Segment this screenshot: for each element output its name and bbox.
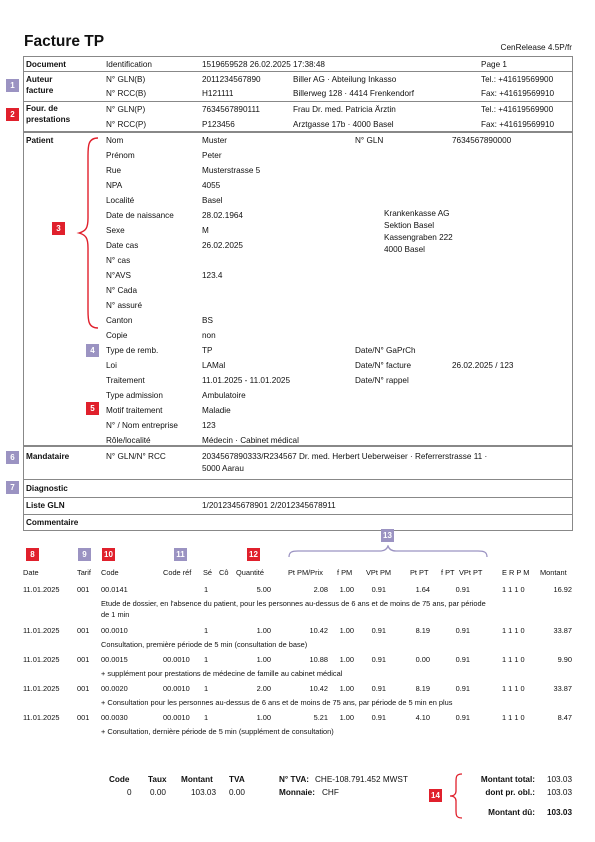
patient-field-label: N° Cada	[106, 286, 138, 295]
row-code: 00.0141	[101, 585, 128, 594]
row-f-pm: 1.00	[339, 684, 354, 693]
col-co: Cô	[219, 568, 229, 577]
patient-field-label: N°AVS	[106, 271, 131, 280]
row-date: 11.01.2025	[23, 655, 60, 664]
col-montant: Montant	[540, 568, 567, 577]
row-f-pm: 1.00	[339, 585, 354, 594]
du-label: Montant dû:	[488, 808, 535, 817]
fournisseur-rcc-label: N° RCC(P)	[106, 120, 147, 129]
row-erpm: 1 1 1 0	[502, 713, 525, 722]
badge-3: 3	[52, 222, 65, 235]
patient-field-value: 26.02.2025	[202, 241, 243, 250]
patient-field-label: NPA	[106, 181, 123, 190]
page-title: Facture TP	[24, 33, 105, 50]
row-montant: 9.90	[557, 655, 572, 664]
row-montant: 33.87	[553, 626, 572, 635]
row-description: Etude de dossier, en l'absence du patient, pour les personnes au-dessus de 6 ans et de moins de 75 ans, par période	[101, 599, 486, 608]
rappel-label: Date/N° rappel	[355, 376, 409, 385]
fournisseur-tel: Tel.: +41619569900	[481, 105, 554, 114]
row-vpt-pm: 0.91	[371, 626, 386, 635]
patient-field-value: Basel	[202, 196, 223, 205]
col-se: Sé	[203, 568, 213, 577]
patient-gln-value: 7634567890000	[452, 136, 512, 145]
col-pt-pm-prix: Pt PM/Prix	[288, 568, 323, 577]
badge-6: 6	[6, 451, 19, 464]
patient-field-value: 123.4	[202, 271, 223, 280]
row-tarif: 001	[77, 626, 90, 635]
fournisseur-rcc-value: P123456	[202, 120, 235, 129]
col-f-pt: f PT	[441, 568, 455, 577]
col-pt-pt: Pt PT	[410, 568, 429, 577]
divider	[23, 101, 573, 102]
fournisseur-fax: Fax: +41619569910	[481, 120, 555, 129]
patient-brace-icon	[76, 136, 100, 330]
mandataire-label: Mandataire	[26, 452, 70, 461]
row-date: 11.01.2025	[23, 626, 60, 635]
vat-tva: 0.00	[229, 788, 245, 797]
patient-field-label: Canton	[106, 316, 133, 325]
gaprch-label: Date/N° GaPrCh	[355, 346, 416, 355]
row-vpt-pt: 0.91	[455, 585, 470, 594]
obl-value: 103.03	[546, 788, 572, 797]
row-tarif: 001	[77, 655, 90, 664]
row-description: de 1 min	[101, 610, 130, 619]
row-code: 00.0020	[101, 684, 128, 693]
commentaire-label: Commentaire	[26, 518, 79, 527]
row-vpt-pm: 0.91	[371, 585, 386, 594]
badge-4: 4	[86, 344, 99, 357]
row-code-ref: 00.0010	[163, 655, 190, 664]
patient-gln-label: N° GLN	[355, 136, 384, 145]
identification-value: 1519659528 26.02.2025 17:38:48	[202, 60, 325, 69]
auteur-label: Auteur	[26, 75, 53, 84]
row-vpt-pt: 0.91	[455, 626, 470, 635]
row-code-ref: 00.0010	[163, 684, 190, 693]
col-tarif: Tarif	[77, 568, 91, 577]
patient-field-value: Peter	[202, 151, 222, 160]
patient-field-label: Type admission	[106, 391, 163, 400]
row-vpt-pt: 0.91	[455, 655, 470, 664]
row-vpt-pt: 0.91	[455, 713, 470, 722]
fournisseur-address: Arztgasse 17b · 4000 Basel	[293, 120, 394, 129]
row-tarif: 001	[77, 713, 90, 722]
facture-label: Date/N° facture	[355, 361, 412, 370]
row-montant: 8.47	[557, 713, 572, 722]
patient-field-label: Motif traitement	[106, 406, 163, 415]
totals-brace-icon	[448, 773, 464, 819]
badge-14: 14	[429, 789, 442, 802]
monnaie-label: Monnaie:	[279, 788, 315, 797]
row-description: Consultation, première période de 5 min (consultation de base)	[101, 640, 308, 649]
row-pt-pm: 2.08	[313, 585, 328, 594]
release-version: CenRelease 4.5P/fr	[500, 43, 572, 52]
vat-col-tva: TVA	[229, 775, 245, 784]
divider	[23, 514, 573, 515]
liste-gln-value: 1/2012345678901 2/2012345678911	[202, 501, 336, 510]
patient-field-value: LAMal	[202, 361, 226, 370]
patient-field-value: 123	[202, 421, 216, 430]
auteur-gln-label: N° GLN(B)	[106, 75, 146, 84]
row-code: 00.0030	[101, 713, 128, 722]
mandataire-field-label: N° GLN/N° RCC	[106, 452, 166, 461]
auteur-label-2: facture	[26, 86, 54, 95]
row-pt-pm: 10.42	[309, 684, 328, 693]
col-code: Code	[101, 568, 119, 577]
row-erpm: 1 1 1 0	[502, 684, 525, 693]
col-code-ref: Code réf	[163, 568, 192, 577]
auteur-gln-value: 2011234567890	[202, 75, 261, 84]
fournisseur-name: Frau Dr. med. Patricia Ärztin	[293, 105, 396, 114]
badge-7: 7	[6, 481, 19, 494]
patient-field-label: Localité	[106, 196, 135, 205]
auteur-tel: Tel.: +41619569900	[481, 75, 554, 84]
row-tarif: 001	[77, 684, 90, 693]
patient-field-label: Sexe	[106, 226, 125, 235]
row-description: + supplément pour prestations de médecine de famille au cabinet médical	[101, 669, 343, 678]
row-f-pm: 1.00	[339, 626, 354, 635]
row-quantite: 2.00	[256, 684, 271, 693]
auteur-address: Billerweg 128 · 4414 Frenkendorf	[293, 89, 415, 98]
row-se: 1	[204, 684, 209, 693]
patient-field-label: Nom	[106, 136, 124, 145]
patient-field-label: N° assuré	[106, 301, 143, 310]
row-f-pm: 1.00	[339, 713, 354, 722]
columns-brace-icon	[288, 545, 488, 559]
badge-11: 11	[174, 548, 187, 561]
row-pt-pt: 8.19	[415, 684, 430, 693]
patient-field-value: 11.01.2025 - 11.01.2025	[202, 376, 291, 385]
row-quantite: 1.00	[256, 626, 271, 635]
col-f-pm: f PM	[337, 568, 353, 577]
insurer-line: 4000 Basel	[384, 245, 425, 254]
row-code: 00.0010	[101, 626, 128, 635]
row-vpt-pm: 0.91	[371, 684, 386, 693]
obl-label: dont pr. obl.:	[485, 788, 535, 797]
patient-field-label: Prénom	[106, 151, 135, 160]
row-pt-pt: 1.64	[415, 585, 430, 594]
row-quantite: 1.00	[256, 655, 271, 664]
identification-label: Identification	[106, 60, 152, 69]
row-date: 11.01.2025	[23, 585, 60, 594]
fournisseur-gln-label: N° GLN(P)	[106, 105, 146, 114]
row-vpt-pm: 0.91	[371, 655, 386, 664]
row-vpt-pm: 0.91	[371, 713, 386, 722]
auteur-rcc-value: H121111	[202, 89, 234, 98]
patient-field-label: Date de naissance	[106, 211, 174, 220]
vat-col-code: Code	[109, 775, 130, 784]
badge-1: 1	[6, 79, 19, 92]
patient-field-value: TP	[202, 346, 213, 355]
vat-montant: 103.03	[191, 788, 217, 797]
divider	[23, 71, 573, 72]
col-vpt-pt: VPt PT	[459, 568, 483, 577]
vat-taux: 0.00	[150, 788, 166, 797]
patient-field-label: Date cas	[106, 241, 139, 250]
patient-field-label: Rue	[106, 166, 122, 175]
patient-field-label: Traitement	[106, 376, 145, 385]
row-se: 1	[204, 585, 209, 594]
patient-field-label: N° cas	[106, 256, 131, 265]
patient-field-value: M	[202, 226, 209, 235]
row-pt-pm: 10.88	[309, 655, 328, 664]
insurer-line: Kassengraben 222	[384, 233, 453, 242]
col-date: Date	[23, 568, 39, 577]
patient-field-label: Copie	[106, 331, 128, 340]
patient-field-value: Maladie	[202, 406, 231, 415]
patient-field-value: 28.02.1964	[202, 211, 243, 220]
row-tarif: 001	[77, 585, 90, 594]
badge-13: 13	[381, 529, 394, 542]
patient-field-label: Type de remb.	[106, 346, 159, 355]
page-number: Page 1	[481, 60, 507, 69]
du-value: 103.03	[546, 808, 572, 817]
row-f-pm: 1.00	[339, 655, 354, 664]
row-quantite: 1.00	[256, 713, 271, 722]
badge-12: 12	[247, 548, 260, 561]
vat-col-taux: Taux	[148, 775, 167, 784]
tva-no-value: CHE-108.791.452 MWST	[315, 775, 408, 784]
row-erpm: 1 1 1 0	[502, 585, 525, 594]
fournisseur-label-2: prestations	[26, 115, 71, 124]
row-pt-pm: 5.21	[313, 713, 328, 722]
auteur-fax: Fax: +41619569910	[481, 89, 555, 98]
divider	[23, 497, 573, 498]
row-montant: 16.92	[553, 585, 572, 594]
patient-label: Patient	[26, 136, 54, 145]
row-se: 1	[204, 713, 209, 722]
col-quantite: Quantité	[236, 568, 264, 577]
row-code: 00.0015	[101, 655, 128, 664]
document-label: Document	[26, 60, 67, 69]
row-vpt-pt: 0.91	[455, 684, 470, 693]
insurer-line: Sektion Basel	[384, 221, 435, 230]
fournisseur-label: Four. de	[26, 104, 58, 113]
col-erpm: E R P M	[502, 568, 530, 577]
divider	[23, 479, 573, 480]
vat-col-montant: Montant	[181, 775, 213, 784]
row-date: 11.01.2025	[23, 684, 60, 693]
patient-field-label: N° / Nom entreprise	[106, 421, 178, 430]
row-erpm: 1 1 1 0	[502, 626, 525, 635]
badge-5: 5	[86, 402, 99, 415]
badge-10: 10	[102, 548, 115, 561]
row-montant: 33.87	[553, 684, 572, 693]
patient-field-value: non	[202, 331, 216, 340]
row-pt-pt: 4.10	[415, 713, 430, 722]
row-pt-pm: 10.42	[309, 626, 328, 635]
patient-field-value: Ambulatoire	[202, 391, 246, 400]
badge-8: 8	[26, 548, 39, 561]
vat-code: 0	[127, 788, 132, 797]
row-description: + Consultation pour les personnes au-dessus de 6 ans et de moins de 75 ans, par période de 5 min en plus	[101, 698, 453, 707]
patient-field-value: BS	[202, 316, 213, 325]
row-description: + Consultation, dernière période de 5 min (supplément de consultation)	[101, 727, 334, 736]
patient-field-value: 4055	[202, 181, 221, 190]
patient-field-value: Muster	[202, 136, 228, 145]
badge-9: 9	[78, 548, 91, 561]
liste-gln-label: Liste GLN	[26, 501, 65, 510]
row-se: 1	[204, 626, 209, 635]
total-label: Montant total:	[480, 775, 535, 784]
mandataire-value-2: 5000 Aarau	[202, 464, 244, 473]
diagnostic-label: Diagnostic	[26, 484, 68, 493]
row-quantite: 5.00	[256, 585, 271, 594]
col-vpt-pm: VPt PM	[366, 568, 392, 577]
row-pt-pt: 8.19	[415, 626, 430, 635]
facture-value: 26.02.2025 / 123	[452, 361, 514, 370]
fournisseur-gln-value: 7634567890111	[202, 105, 260, 114]
patient-field-value: Médecin · Cabinet médical	[202, 436, 299, 445]
tva-no-label: N° TVA:	[279, 775, 309, 784]
patient-field-value: Musterstrasse 5	[202, 166, 261, 175]
mandataire-value: 2034567890333/R234567 Dr. med. Herbert Ueberweiser · Referrerstrasse 11 ·	[202, 452, 488, 461]
row-date: 11.01.2025	[23, 713, 60, 722]
badge-2: 2	[6, 108, 19, 121]
monnaie-value: CHF	[322, 788, 339, 797]
row-code-ref: 00.0010	[163, 713, 190, 722]
patient-field-label: Rôle/localité	[106, 436, 151, 445]
row-se: 1	[204, 655, 209, 664]
auteur-name: Biller AG · Abteilung Inkasso	[293, 75, 397, 84]
auteur-rcc-label: N° RCC(B)	[106, 89, 147, 98]
total-value: 103.03	[546, 775, 572, 784]
insurer-line: Krankenkasse AG	[384, 209, 450, 218]
row-pt-pt: 0.00	[415, 655, 430, 664]
row-erpm: 1 1 1 0	[502, 655, 525, 664]
patient-field-label: Loi	[106, 361, 117, 370]
